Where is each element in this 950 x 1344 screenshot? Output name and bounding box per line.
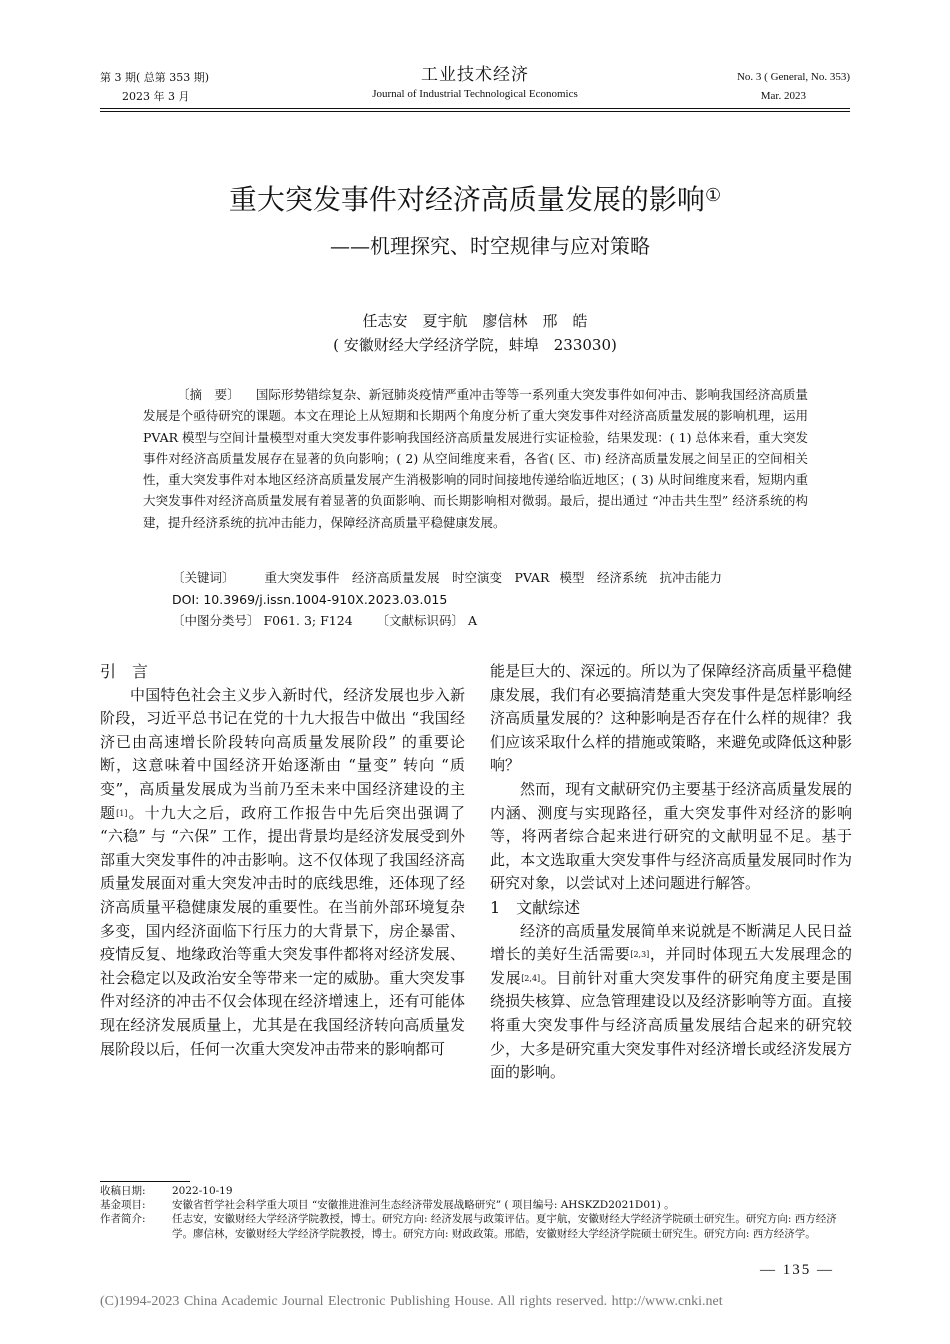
journal-masthead — [300, 64, 650, 102]
footnote-received — [100, 1184, 852, 1198]
intro-paragraph-2: 然而，现有文献研究仍主要基于经济高质量发展的内涵、测度与实现路径，重大突发事件对经济的影响等，将两者综合起来进行研究的文献明显不足。基于此，本文选取重大突发事件与经济高质量发展同时作为研究对象，以尝试对上述问题进行解答。 — [490, 779, 852, 893]
keywords-text: 重大突发事件 经济高质量发展 时空演变 PVAR 模型 经济系统 抗冲击能力 — [264, 570, 722, 585]
lit-text-c: 。目前针对重大突发事件的研究角度主要是围绕损失核算、应急管理建设以及经济影响等方面。直接将重大突发事件与经济高质量发展结合起来的研究较少，大多是研究重大突发事件对经济增长或经济发展方面的影响。 — [490, 968, 852, 1082]
keywords — [172, 568, 722, 588]
body-column-left — [100, 660, 465, 1061]
intro-paragraph — [100, 684, 465, 1062]
doc-code-label: 〔文献标识码〕 — [376, 613, 465, 628]
title-footnote-mark: ① — [704, 185, 722, 206]
header-issue-cn — [100, 68, 209, 106]
journal-title-cn: 工业技术经济 — [421, 65, 529, 85]
citation-ref: [1] — [116, 808, 128, 818]
article-subtitle: ——机理探究、时空规律与应对策略 — [330, 234, 650, 258]
footnote-bio — [100, 1212, 852, 1240]
literature-paragraph — [490, 920, 852, 1085]
intro-heading: 引 言 — [100, 662, 149, 681]
page-number: — 135 — — [760, 1262, 834, 1278]
fund-label: 基金项目: — [100, 1199, 146, 1212]
classification — [172, 611, 477, 631]
doi: DOI: 10.3969/j.issn.1004-910X.2023.03.015 — [172, 592, 448, 607]
abstract-text: 国际形势错综复杂、新冠肺炎疫情严重冲击等等一系列重大突发事件如何冲击、影响我国经济高质量发展是个亟待研究的课题。本文在理论上从短期和长期两个角度分析了重大突发事件对经济高质量发展的影响机理，运用 PVAR 模型与空间计量模型对重大突发事件影响我国经济高质量发展进行实证检验，结果发现：( 1) 总体来看，重大突发事件对经济高质量发展存在显著的负向影响；( 2) 从空间维度来看，各省( 区、市) 经济高质量发展之间呈正的空间相关性，重大突发事件对本地区经济高质量发展产生消极影响的同时间接地传递给临近地区；( 3) 从时间维度来看，短期内重大突发事件对经济高质量发展有着显著的负面影响、而长期影响相对微弱。最后，提出通过 “冲击共生型” 经济系统的构建，提升经济系统的抗冲击能力，保障经济高质量平稳健康发展。 — [143, 387, 808, 530]
author-affiliation: ( 安徽财经大学经济学院，蚌埠 233030) — [333, 336, 617, 354]
header-rule-double — [100, 111, 850, 112]
issue-date-en: Mar. 2023 — [760, 90, 806, 102]
header-issue-en — [737, 68, 850, 106]
citation-ref: [2,4] — [521, 973, 541, 983]
class-label: 〔中图分类号〕 — [172, 613, 260, 628]
abstract-label: 〔摘 要〕 — [177, 387, 240, 402]
lit-text-b: ，并同时体现五大发展理念的发展 — [490, 945, 852, 987]
intro-continuation: 能是巨大的、深远的。所以为了保障经济高质量平稳健康发展，我们有必要搞清楚重大突发事件是怎样影响经济高质量发展的？这种影响是否存在什么样的规律？我们应该采取什么样的措施或策略，来避免或降低这种影响？ — [490, 662, 852, 775]
intro-text-b: 。十九大之后，政府工作报告中先后突出强调了 “六稳” 与 “六保” 工作，提出背景均是经济发展受到外部重大突发事件的冲击影响。这不仅体现了我国经济高质量发展面对重大突发冲击时的底线思维，还体现了经济高质量平稳健康发展的重要性。在当前外部环境复杂多变，国内经济面临下行压力的大背景下，房企暴雷、疫情反复、地缘政治等重大突发事件都将对经济发展、社会稳定以及政治安全等带来一定的威胁。重大突发事件对经济的冲击不仅会体现在经济增速上，还有可能体现在经济发展质量上，尤其是在我国经济转向高质量发展阶段以后，任何一次重大突发冲击带来的影响都可 — [100, 803, 465, 1058]
received-date: 2022-10-19 — [172, 1185, 233, 1197]
title-text: 重大突发事件对经济高质量发展的影响 — [228, 183, 705, 216]
issue-number-cn: 第 3 期( 总第 353 期) — [100, 71, 210, 84]
body-column-right — [490, 660, 852, 1085]
section-1-heading: 1 文献综述 — [490, 897, 581, 917]
doc-code-value: A — [468, 613, 478, 628]
citation-ref: [2,3] — [630, 950, 650, 960]
footnotes — [100, 1184, 852, 1241]
bio-text: 任志安，安徽财经大学经济学院教授，博士。研究方向: 经济发展与政策评估。夏宇航，安徽财经大学经济学院硕士研究生。研究方向: 西方经济学。廖信林，安徽财经大学经济学院教授，博士。研究方向: 财政政策。邢皓，安徽财经大学经济学院硕士研究生。研究方向: 西方经济学。 — [172, 1213, 837, 1240]
fund-text: 安徽省哲学社会科学重大项目 “安徽推进淮河生态经济带发展战略研究” ( 项目编号: AHSKZD2021D01) 。 — [172, 1199, 675, 1212]
copyright-line: (C)1994-2023 China Academic Journal Electronic Publishing House. All rights reserved. http://www.cnki.net — [100, 1294, 723, 1309]
journal-title-en: Journal of Industrial Technological Economics — [372, 88, 578, 100]
lit-text-a: 经济的高质量发展简单来说就是不断满足人民日益增长的美好生活需要 — [490, 921, 852, 964]
abstract — [143, 384, 808, 533]
footnote-fund — [100, 1198, 852, 1212]
author-list: 任志安 夏宇航 廖信林 邢 皓 — [362, 312, 588, 330]
article-title — [0, 182, 950, 218]
intro-text-a: 中国特色社会主义步入新时代，经济发展也步入新阶段，习近平总书记在党的十九大报告中做出 “我国经济已由高速增长阶段转向高质量发展阶段” 的重要论断，这意味着中国经济开始逐渐由 “量变” 转向 “质变”，高质量发展成为当前乃至未来中国经济建设的主题 — [100, 685, 465, 822]
header-rule — [100, 108, 850, 109]
footnote-rule — [100, 1181, 190, 1182]
bio-label: 作者简介: — [100, 1213, 146, 1226]
issue-date-cn: 2023 年 3 月 — [122, 90, 190, 103]
issue-number-en: No. 3 ( General, No. 353) — [736, 71, 850, 83]
class-value: F061. 3; F124 — [263, 613, 353, 628]
keywords-label: 〔关键词〕 — [172, 570, 235, 585]
received-label: 收稿日期: — [100, 1185, 146, 1197]
